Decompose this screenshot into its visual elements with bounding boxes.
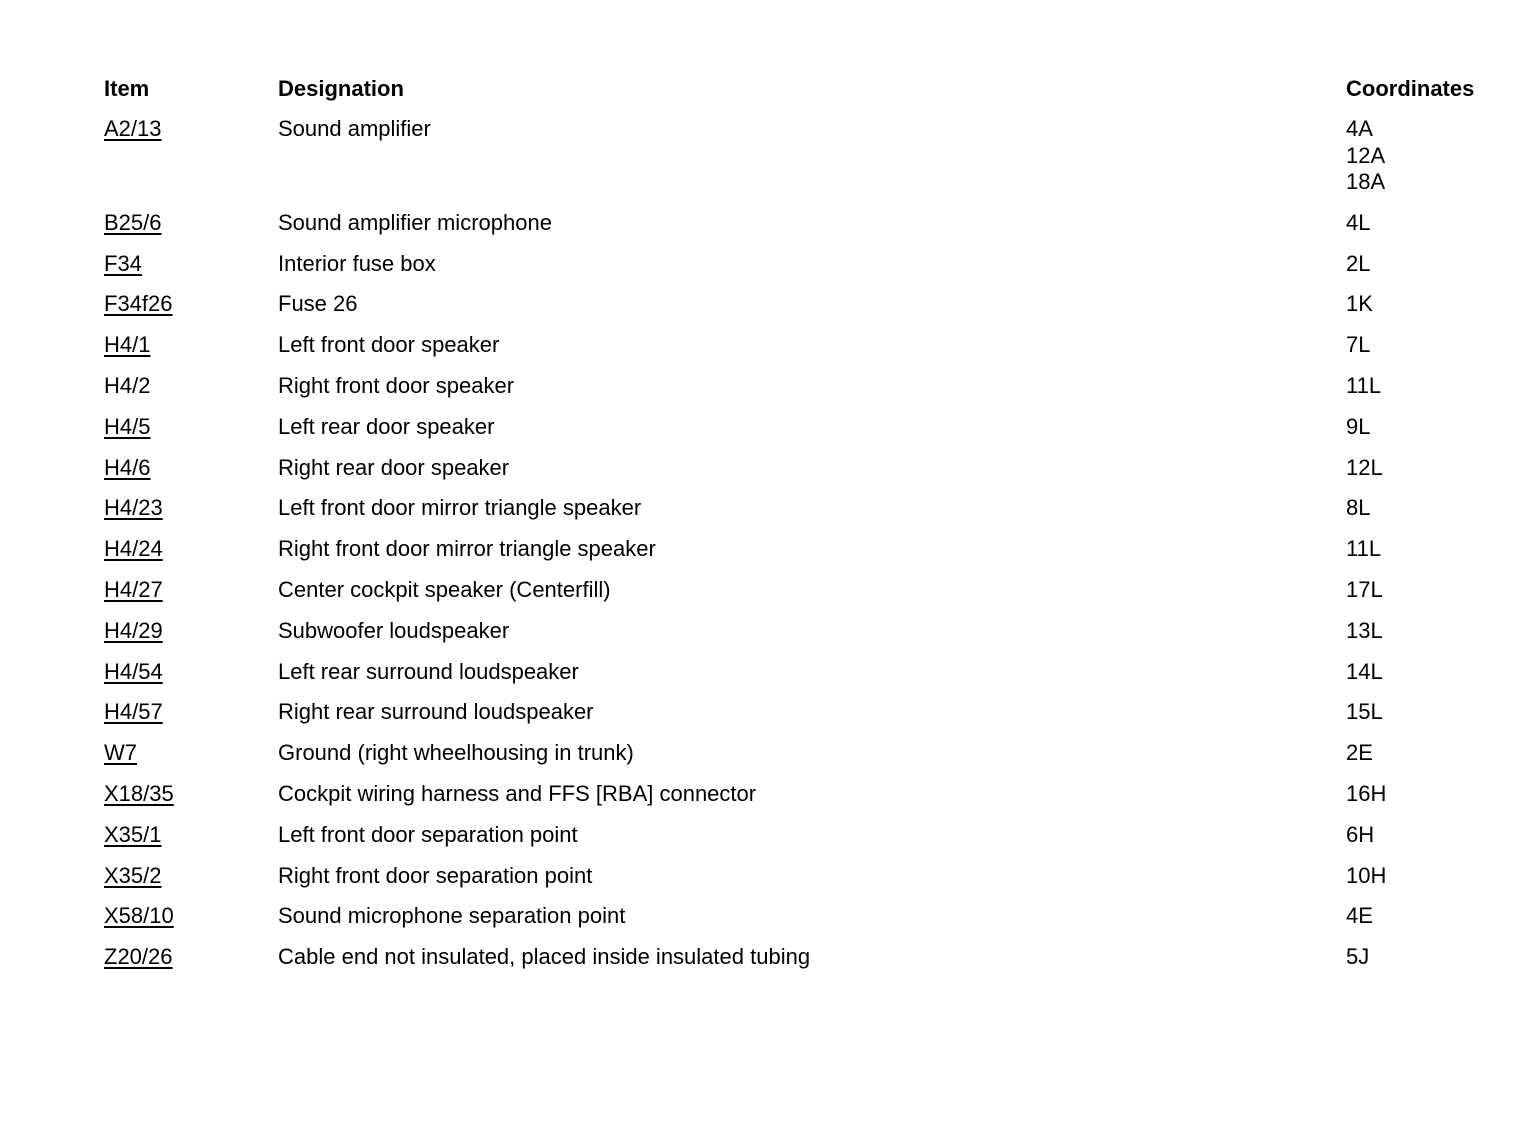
table-row xyxy=(104,536,1504,577)
coordinate-value: 2E xyxy=(1346,740,1373,766)
coordinates-cell xyxy=(1346,116,1506,196)
coordinate-value: 7L xyxy=(1346,332,1371,358)
designation-cell: Ground (right wheelhousing in trunk) xyxy=(278,740,634,766)
designation-cell: Cable end not insulated, placed inside insulated tubing xyxy=(278,944,811,970)
designation-cell: Right front door separation point xyxy=(278,862,593,888)
table-row xyxy=(104,577,1504,618)
item-cell xyxy=(104,116,278,196)
table-row xyxy=(104,414,1504,455)
designation-cell: Left front door speaker xyxy=(278,332,500,358)
table-row xyxy=(104,210,1504,251)
item-link[interactable]: H4/24 xyxy=(104,536,163,562)
coordinates-cell xyxy=(1346,740,1506,767)
item-link[interactable]: A2/13 xyxy=(104,116,162,141)
item-cell xyxy=(104,373,278,400)
designation-cell: Left front door mirror triangle speaker xyxy=(278,495,642,521)
coordinate-value: 12A xyxy=(1346,142,1386,168)
table-body xyxy=(104,116,1504,985)
item-link[interactable]: X58/10 xyxy=(104,903,174,929)
coordinates-cell xyxy=(1346,903,1506,930)
coordinates-cell xyxy=(1346,455,1506,482)
table-row xyxy=(104,116,1504,210)
coordinates-cell xyxy=(1346,536,1506,563)
item-cell xyxy=(104,944,278,971)
item-cell xyxy=(104,332,278,359)
item-cell xyxy=(104,455,278,482)
item-cell xyxy=(104,536,278,563)
item-cell xyxy=(104,291,278,318)
table-row xyxy=(104,863,1504,904)
designation-cell: Right rear door speaker xyxy=(278,454,510,480)
designation-cell: Left rear door speaker xyxy=(278,413,495,439)
item-code: H4/2 xyxy=(104,372,151,398)
designation-cell: Right rear surround loudspeaker xyxy=(278,699,594,725)
coordinates-cell xyxy=(1346,414,1506,441)
table-row xyxy=(104,781,1504,822)
coordinates-column-header: Coordinates xyxy=(1346,76,1475,101)
coordinate-value: 13L xyxy=(1346,617,1383,643)
coordinates-cell xyxy=(1346,373,1506,400)
coordinate-value: 15L xyxy=(1346,699,1383,725)
designation-cell: Sound amplifier microphone xyxy=(278,209,552,235)
designation-cell: Left front door separation point xyxy=(278,821,578,847)
table-row xyxy=(104,822,1504,863)
coordinate-value: 18A xyxy=(1346,169,1386,194)
coordinates-cell xyxy=(1346,495,1506,522)
coordinates-cell xyxy=(1346,291,1506,318)
table-header xyxy=(104,76,1504,116)
item-cell xyxy=(104,699,278,726)
item-cell xyxy=(104,822,278,849)
item-link[interactable]: H4/54 xyxy=(104,658,163,684)
designation-cell: Interior fuse box xyxy=(278,250,436,276)
item-cell xyxy=(104,495,278,522)
table-row xyxy=(104,251,1504,292)
coordinate-value: 16H xyxy=(1346,780,1387,806)
coordinate-value: 5J xyxy=(1346,944,1370,970)
coordinate-value: 4E xyxy=(1346,903,1373,929)
item-cell xyxy=(104,618,278,645)
coordinates-cell xyxy=(1346,618,1506,645)
designation-cell: Sound amplifier xyxy=(278,116,431,141)
coordinates-cell xyxy=(1346,863,1506,890)
item-link[interactable]: H4/29 xyxy=(104,617,163,643)
coordinate-value: 6H xyxy=(1346,821,1375,847)
coordinate-value: 9L xyxy=(1346,413,1371,439)
item-cell xyxy=(104,577,278,604)
table-row xyxy=(104,903,1504,944)
designation-cell: Right front door speaker xyxy=(278,372,515,398)
designation-cell: Sound microphone separation point xyxy=(278,903,626,929)
coordinates-cell xyxy=(1346,781,1506,808)
designation-cell: Cockpit wiring harness and FFS [RBA] connector xyxy=(278,780,757,806)
designation-cell: Fuse 26 xyxy=(278,291,358,317)
designation-column-header: Designation xyxy=(278,76,404,101)
designation-cell: Center cockpit speaker (Centerfill) xyxy=(278,576,611,602)
item-cell xyxy=(104,414,278,441)
coordinates-cell xyxy=(1346,332,1506,359)
item-cell xyxy=(104,781,278,808)
coordinates-cell xyxy=(1346,699,1506,726)
component-legend-table xyxy=(104,76,1504,985)
item-cell xyxy=(104,863,278,890)
coordinates-cell xyxy=(1346,577,1506,604)
item-column-header: Item xyxy=(104,76,150,101)
designation-cell: Left rear surround loudspeaker xyxy=(278,658,579,684)
item-link[interactable]: H4/57 xyxy=(104,699,163,725)
table-row xyxy=(104,659,1504,700)
table-row xyxy=(104,944,1504,985)
item-link[interactable]: F34f26 xyxy=(104,291,173,317)
designation-cell: Right front door mirror triangle speaker xyxy=(278,536,656,562)
coordinate-value: 17L xyxy=(1346,576,1383,602)
item-link[interactable]: H4/23 xyxy=(104,495,163,521)
table-row xyxy=(104,455,1504,496)
item-link[interactable]: Z20/26 xyxy=(104,944,173,970)
item-link[interactable]: F34 xyxy=(104,250,142,276)
table-row xyxy=(104,740,1504,781)
coordinates-cell xyxy=(1346,659,1506,686)
coordinate-value: 8L xyxy=(1346,495,1371,521)
coordinates-cell xyxy=(1346,251,1506,278)
table-row xyxy=(104,373,1504,414)
coordinate-value: 12L xyxy=(1346,454,1383,480)
table-row xyxy=(104,332,1504,373)
coordinates-cell xyxy=(1346,210,1506,237)
item-link[interactable]: X18/35 xyxy=(104,780,174,806)
item-link[interactable]: H4/5 xyxy=(104,413,151,439)
item-cell xyxy=(104,210,278,237)
coordinate-value: 4A xyxy=(1346,116,1373,141)
item-link[interactable]: H4/27 xyxy=(104,576,163,602)
table-row xyxy=(104,699,1504,740)
table-row xyxy=(104,495,1504,536)
item-link[interactable]: W7 xyxy=(104,740,137,766)
designation-cell: Subwoofer loudspeaker xyxy=(278,617,510,643)
item-link[interactable]: H4/6 xyxy=(104,454,151,480)
coordinate-value: 11L xyxy=(1346,372,1382,398)
coordinate-value: 2L xyxy=(1346,250,1371,276)
coordinate-value: 4L xyxy=(1346,209,1371,235)
coordinate-value: 10H xyxy=(1346,862,1387,888)
coordinate-value: 1K xyxy=(1346,291,1373,317)
item-cell xyxy=(104,903,278,930)
table-row xyxy=(104,291,1504,332)
item-link[interactable]: H4/1 xyxy=(104,332,151,358)
coordinates-cell xyxy=(1346,822,1506,849)
table-row xyxy=(104,618,1504,659)
item-cell xyxy=(104,740,278,767)
item-link[interactable]: B25/6 xyxy=(104,209,162,235)
coordinate-value: 14L xyxy=(1346,658,1383,684)
coordinate-value: 11L xyxy=(1346,536,1382,562)
item-cell xyxy=(104,251,278,278)
item-cell xyxy=(104,659,278,686)
item-link[interactable]: X35/2 xyxy=(104,862,162,888)
item-link[interactable]: X35/1 xyxy=(104,821,162,847)
coordinates-cell xyxy=(1346,944,1506,971)
